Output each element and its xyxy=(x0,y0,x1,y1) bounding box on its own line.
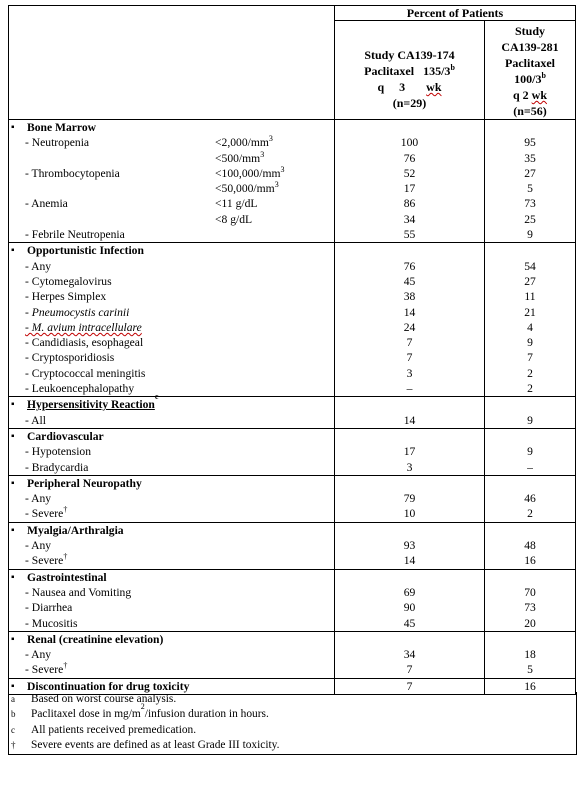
row-label xyxy=(25,212,215,227)
spacer xyxy=(485,523,575,538)
table-cell-value: 10 xyxy=(403,507,416,521)
threshold xyxy=(215,212,252,227)
bullet-icon: ▪ xyxy=(11,245,15,257)
row-label-text: - All xyxy=(25,413,46,427)
study-174-values-cell xyxy=(335,397,485,429)
row-label xyxy=(25,366,215,381)
adverse-events-table xyxy=(8,5,576,695)
row-label-text: - Cryptococcal meningitis xyxy=(25,366,146,380)
table-cell-value: 3 xyxy=(406,460,413,474)
footnote-ref: † xyxy=(63,552,68,562)
table-row xyxy=(9,662,334,677)
row-label xyxy=(25,259,215,274)
table-cell-value: 7 xyxy=(406,336,413,350)
table-cell-value: 20 xyxy=(524,616,536,630)
table-row xyxy=(9,196,334,211)
table-cell-value: 4 xyxy=(527,320,533,334)
threshold xyxy=(215,135,273,150)
row-label xyxy=(25,289,215,304)
study-174-values-cell xyxy=(335,120,485,243)
table-row xyxy=(9,289,334,304)
row-label-text: - Bradycardia xyxy=(25,460,89,474)
spacer xyxy=(335,120,484,135)
threshold xyxy=(215,166,284,181)
row-label xyxy=(25,444,215,459)
table-cell-value: 34 xyxy=(403,212,416,226)
row-label-text: - Pneumocystis carinii xyxy=(25,305,130,319)
table-cell-value: 86 xyxy=(403,197,416,211)
table-cell-value: 45 xyxy=(403,616,416,630)
study-174-header: Study CA139-174 Paclitaxel 135/3$^b$ q 3 wk (n=29) xyxy=(335,21,485,120)
table-cell-value: 9 xyxy=(527,413,533,427)
header-blank-cell xyxy=(9,6,335,120)
section-title-text: Bone Marrow xyxy=(27,121,97,134)
superscript: 3 xyxy=(268,134,273,144)
threshold-text: <11 g/dL xyxy=(215,197,258,211)
section-label-cell xyxy=(9,631,335,678)
row-label xyxy=(25,506,215,521)
threshold xyxy=(215,196,258,211)
table-row xyxy=(9,506,334,521)
row-label-text: - Mucositis xyxy=(25,616,78,630)
section-label-cell xyxy=(9,428,335,475)
spacer xyxy=(335,243,484,258)
table-row xyxy=(9,600,334,615)
row-label xyxy=(25,585,215,600)
table-cell-value: 46 xyxy=(524,492,536,506)
table-section xyxy=(9,569,576,631)
table-row xyxy=(9,553,334,568)
section-title xyxy=(9,392,334,412)
footnotes xyxy=(8,692,577,755)
table-row xyxy=(9,460,334,475)
threshold-text: <8 g/dL xyxy=(215,212,253,226)
study-174-values-cell xyxy=(335,243,485,397)
table-cell-value: 9 xyxy=(527,228,533,242)
bullet-icon: ▪ xyxy=(11,477,15,489)
row-label xyxy=(25,305,215,320)
spacer xyxy=(485,120,575,135)
study-281-values-cell xyxy=(485,428,576,475)
row-label-text: - Leukoencephalopathy xyxy=(25,382,135,396)
table-cell-value: 11 xyxy=(524,290,536,304)
footnote xyxy=(9,702,576,722)
table-cell-value: 16 xyxy=(524,679,536,693)
threshold-text: <2,000/mm xyxy=(215,136,269,150)
row-label xyxy=(25,335,215,350)
row-label xyxy=(25,647,215,662)
spacer xyxy=(485,570,575,585)
row-label xyxy=(25,538,215,553)
study-281-values-cell xyxy=(485,522,576,569)
table-row xyxy=(9,135,334,150)
bullet-icon: ▪ xyxy=(11,122,15,133)
table-cell-value: 70 xyxy=(524,585,536,599)
row-label-text: - Any xyxy=(25,492,52,506)
table-cell-value: 16 xyxy=(524,554,536,568)
spacer xyxy=(335,397,484,412)
study-174-values-cell xyxy=(335,631,485,678)
section-title-text: Discontinuation for drug toxicity xyxy=(27,679,190,693)
row-label-text: - Cryptosporidiosis xyxy=(25,351,115,365)
table-cell-value: 79 xyxy=(403,492,416,506)
table-row xyxy=(9,538,334,553)
table-cell-value: 73 xyxy=(524,197,536,211)
study-281-values-cell xyxy=(485,243,576,397)
spacer xyxy=(335,570,484,585)
section-label-cell xyxy=(9,243,335,397)
section-title xyxy=(9,570,334,585)
table-section xyxy=(9,631,576,678)
table-cell-value: 7 xyxy=(527,351,533,365)
footnote-mark: a xyxy=(11,694,15,704)
section-title-text: Renal (creatinine elevation) xyxy=(27,632,164,646)
row-label xyxy=(25,460,215,475)
table-row xyxy=(9,151,334,166)
table-cell-value: 90 xyxy=(403,601,416,615)
study-281-values-cell xyxy=(485,475,576,522)
row-label-text: - Severe xyxy=(25,554,64,568)
table-cell-value: 73 xyxy=(524,601,536,615)
table-row xyxy=(9,444,334,459)
table-section xyxy=(9,243,576,397)
table-cell-value: 38 xyxy=(403,290,416,304)
table-cell-value: 2 xyxy=(527,382,533,396)
table-cell-value: 17 xyxy=(403,445,416,459)
row-label xyxy=(25,491,215,506)
table-row xyxy=(9,491,334,506)
table-row xyxy=(9,305,334,320)
section-title-text: Cardiovascular xyxy=(27,429,104,443)
threshold-text: <100,000/mm xyxy=(215,166,281,180)
study-174-values-cell xyxy=(335,522,485,569)
table-cell-value: 25 xyxy=(524,212,536,226)
table-cell-value: 18 xyxy=(524,648,536,662)
bullet-icon: ▪ xyxy=(11,571,15,583)
table-cell-value: 3 xyxy=(406,366,413,380)
superscript: 3 xyxy=(274,180,279,190)
bullet-icon: ▪ xyxy=(11,430,15,442)
threshold xyxy=(215,151,264,166)
table-cell-value: 2 xyxy=(527,366,533,380)
section-title xyxy=(9,476,334,491)
table-row xyxy=(9,259,334,274)
spacer xyxy=(485,397,575,412)
row-label xyxy=(25,135,215,150)
section-label-cell xyxy=(9,475,335,522)
row-label-text: - Diarrhea xyxy=(25,601,73,615)
table-section xyxy=(9,475,576,522)
table-cell-value: 27 xyxy=(524,166,536,180)
row-label xyxy=(25,196,215,211)
row-label-text: - Any xyxy=(25,259,52,273)
section-label-cell xyxy=(9,522,335,569)
spacer xyxy=(485,243,575,258)
row-label xyxy=(25,600,215,615)
study-174-values-cell xyxy=(335,475,485,522)
study-281-values-cell xyxy=(485,631,576,678)
table-cell-value: 55 xyxy=(403,228,416,242)
footnote-ref: c xyxy=(154,392,159,402)
bullet-icon: ▪ xyxy=(11,680,15,692)
footnote xyxy=(9,738,576,753)
section-label-cell xyxy=(9,569,335,631)
footnote-mark: b xyxy=(11,709,16,720)
study-281-values-cell xyxy=(485,397,576,429)
table-row xyxy=(9,274,334,289)
row-label-text: - Candidiasis, esophageal xyxy=(25,336,144,350)
table-cell-value: 45 xyxy=(403,274,416,288)
bullet-icon: ▪ xyxy=(11,524,15,536)
section-title xyxy=(9,429,334,444)
table-cell-value: 9 xyxy=(527,336,533,350)
spacer xyxy=(485,632,575,647)
table-row xyxy=(9,366,334,381)
table-cell-value: 14 xyxy=(403,305,416,319)
row-label xyxy=(25,413,215,428)
table-row xyxy=(9,227,334,242)
study-174-values-cell xyxy=(335,428,485,475)
table-cell-value: 21 xyxy=(524,305,536,319)
row-label xyxy=(25,181,215,196)
percent-of-patients-header: Percent of Patients xyxy=(335,6,576,21)
table-cell-value: 35 xyxy=(524,151,536,165)
table-cell-value: 14 xyxy=(403,554,416,568)
row-label xyxy=(25,166,215,181)
row-label-text: - Cytomegalovirus xyxy=(25,274,112,288)
footnote-text: Severe events are defined as at least Grade III toxicity. xyxy=(31,739,280,752)
table-cell-value: 52 xyxy=(403,166,416,180)
table-cell-value: 7 xyxy=(406,663,413,677)
footnote-text: Based on worst course analysis. xyxy=(31,693,177,705)
section-title-text: Hypersensitivity Reaction xyxy=(27,398,155,412)
threshold-text: <500/mm xyxy=(215,151,261,165)
row-label-text: - Any xyxy=(25,648,52,662)
spacer xyxy=(335,476,484,491)
footnote-text: Paclitaxel dose in mg/m xyxy=(31,708,141,721)
table-row xyxy=(9,585,334,600)
table-cell-value: 76 xyxy=(403,259,416,273)
table-cell-value: 5 xyxy=(527,663,533,677)
table-cell-value: 27 xyxy=(524,274,536,288)
table-cell-value: – xyxy=(406,382,413,396)
row-label-text: - Any xyxy=(25,539,52,553)
row-label-text: - Nausea and Vomiting xyxy=(25,585,132,599)
row-label xyxy=(25,662,215,677)
table-cell-value: 95 xyxy=(524,136,536,150)
section-title-text: Gastrointestinal xyxy=(27,570,107,584)
superscript: 2 xyxy=(140,702,145,712)
table-row xyxy=(9,413,334,428)
row-label xyxy=(25,227,215,242)
footnote-ref: † xyxy=(63,505,68,515)
footnote-mark: c xyxy=(11,724,15,735)
spacer xyxy=(485,476,575,491)
row-label-text: - Febrile Neutropenia xyxy=(25,228,125,242)
row-label xyxy=(25,553,215,568)
footnote xyxy=(9,692,576,707)
spacer xyxy=(485,429,575,444)
table-cell-value: 54 xyxy=(524,259,536,273)
table-row xyxy=(9,350,334,365)
table-cell-value: 5 xyxy=(527,182,533,196)
section-title-text: Myalgia/Arthralgia xyxy=(27,523,124,537)
table-section xyxy=(9,120,576,243)
table-body xyxy=(9,120,576,695)
row-label-text: - Thrombocytopenia xyxy=(25,166,120,180)
table-cell-value: 7 xyxy=(406,679,413,693)
table-cell-value: 2 xyxy=(527,507,533,521)
table-section xyxy=(9,397,576,429)
row-label xyxy=(25,616,215,631)
table-cell-value: 14 xyxy=(403,413,416,427)
threshold xyxy=(215,181,279,196)
table-cell-value: 76 xyxy=(403,151,416,165)
table-cell-value: 7 xyxy=(406,351,413,365)
spacer xyxy=(335,632,484,647)
section-title xyxy=(9,632,334,647)
section-label-cell xyxy=(9,120,335,243)
superscript: 3 xyxy=(260,149,265,159)
table-section xyxy=(9,428,576,475)
row-label-text: - Hypotension xyxy=(25,445,92,459)
table-row xyxy=(9,616,334,631)
study-281-values-cell xyxy=(485,120,576,243)
table-row xyxy=(9,166,334,181)
section-label-cell xyxy=(9,392,335,429)
table-cell-value: – xyxy=(527,460,533,474)
table-cell-value: 100 xyxy=(400,136,419,150)
table-row xyxy=(9,181,334,196)
table-cell-value: 9 xyxy=(527,445,533,459)
row-label xyxy=(25,320,215,335)
footnote-mark: † xyxy=(11,740,16,751)
table-row xyxy=(9,381,334,396)
superscript: 3 xyxy=(280,165,285,175)
row-label xyxy=(25,151,215,166)
row-label-text: - Severe xyxy=(25,663,64,677)
bullet-icon: ▪ xyxy=(11,399,15,411)
row-label xyxy=(25,350,215,365)
row-label-text: - Severe xyxy=(25,507,64,521)
study-281-header: Study CA139-281 Paclitaxel 100/3$^b$ q 2 wk (n=56) xyxy=(485,21,576,120)
table-cell-value: 69 xyxy=(403,585,416,599)
table-cell-value: 34 xyxy=(403,648,416,662)
table-cell-value: 93 xyxy=(403,539,416,553)
table-row xyxy=(9,212,334,227)
study-281-values-cell xyxy=(485,569,576,631)
spacer xyxy=(335,523,484,538)
row-label-text: - Neutropenia xyxy=(25,136,90,150)
table-section xyxy=(9,522,576,569)
row-label xyxy=(25,381,215,396)
row-label-text: - Anemia xyxy=(25,197,68,211)
row-label xyxy=(25,274,215,289)
table-cell-value: 48 xyxy=(524,539,536,553)
footnote-text: /infusion duration in hours. xyxy=(144,708,269,721)
table-cell-value: 24 xyxy=(403,320,416,334)
study-174-values-cell xyxy=(335,569,485,631)
spacer xyxy=(335,429,484,444)
section-title xyxy=(9,243,334,258)
section-title-text: Opportunistic Infection xyxy=(27,244,144,258)
threshold-text: <50,000/mm xyxy=(215,182,275,196)
footnote-text: All patients received premedication. xyxy=(31,723,197,736)
table-cell-value: 17 xyxy=(403,182,416,196)
section-title-text: Peripheral Neuropathy xyxy=(27,476,142,490)
section-title xyxy=(9,120,334,135)
row-label-text: - Herpes Simplex xyxy=(25,290,107,304)
bullet-icon: ▪ xyxy=(11,633,15,645)
section-title xyxy=(9,523,334,538)
row-label-text: - M. avium intracellulare xyxy=(25,320,142,334)
table-row xyxy=(9,335,334,350)
footnote xyxy=(9,723,576,738)
table-row xyxy=(9,647,334,662)
table-row xyxy=(9,320,334,335)
footnote-ref: † xyxy=(63,661,68,671)
